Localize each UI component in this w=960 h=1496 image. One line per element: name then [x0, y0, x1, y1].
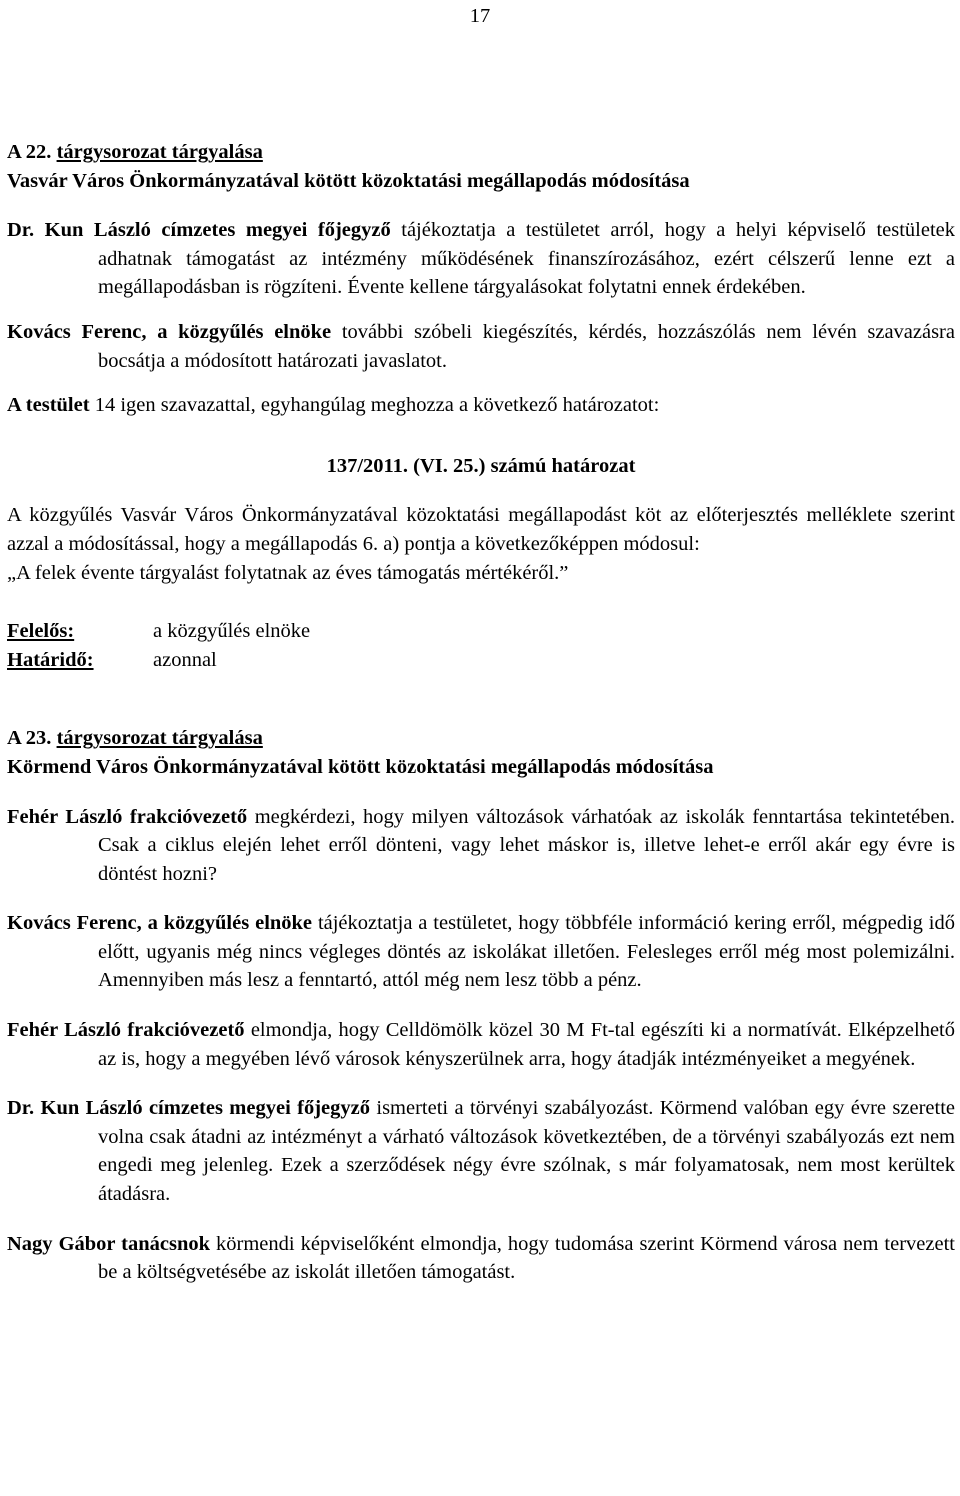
paragraph-text: tájékoztatja a testületet, hogy többféle információ kering erről, mégpedig idő előtt, ugyanis még nincs végleges döntés az iskolákat illetően. Felesleges erről még most polemizálni. Amennyiben más lesz a fenntartó, attól még nem lesz több a pénz. [98, 912, 956, 992]
speaker-name: A testület [7, 394, 90, 417]
section-23-paragraph-3 [7, 1016, 955, 1073]
deadline-row [7, 646, 955, 675]
section-23-paragraph-2 [7, 909, 955, 995]
section-22-heading-label: tárgysorozat tárgyalása [56, 141, 263, 163]
responsible-label: Felelős: [7, 620, 75, 643]
speaker-name: Kovács Ferenc, a közgyűlés elnöke [7, 912, 313, 935]
resolution-quote: „A felek évente tárgyalást folytatnak az éves támogatás mértékéről.” [7, 561, 569, 584]
section-23-paragraph-1 [7, 803, 955, 889]
section-23-heading [7, 724, 955, 753]
document-body [7, 138, 955, 1287]
section-22-heading [7, 138, 955, 167]
section-23-heading-label: tárgysorozat tárgyalása [56, 727, 263, 750]
section-23-paragraph-4 [7, 1094, 955, 1208]
section-22-paragraph-1 [7, 216, 955, 302]
speaker-name: Kovács Ferenc, a közgyűlés elnöke [7, 320, 332, 343]
section-23-heading-number: A 23. [7, 727, 52, 750]
paragraph-text: ismerteti a törvényi szabályozást. Körmend valóban egy évre szerette volna csak átadni az intézményt a várható változások következtében, de a törvényi szabályozás ezt nem engedi meg jelenleg. Ezek a szerződések négy évre szólnak, s már folyamatosak, nem most kerültek átadásra. [98, 1097, 955, 1206]
section-22-subtitle: Vasvár Város Önkormányzatával kötött közoktatási megállapodás módosítása [7, 169, 690, 192]
resolution-body: A közgyűlés Vasvár Város Önkormányzatával közoktatási megállapodást köt az előterjesztés melléklete szerint azzal a módosítással, hogy a megállapodás 6. a) pontja a következőképpen módosul: [7, 504, 955, 555]
paragraph-text: tájékoztatja a testületet arról, hogy a helyi képviselő testületek adhatnak támogatást az intézmény működésének finanszírozásához, ezért célszerű lenne ezt a megállapodásban is rögzíteni. Évente kellene tárgyalásokat folytatni ennek érdekében. [98, 219, 956, 299]
responsible-row [7, 617, 955, 646]
deadline-value: azonnal [153, 648, 217, 671]
section-22-paragraph-3 [7, 391, 955, 420]
paragraph-text: 14 igen szavazattal, egyhangúlag meghozza a következő határozatot: [89, 394, 660, 417]
deadline-label: Határidő: [7, 648, 94, 671]
section-22-paragraph-2 [7, 318, 955, 375]
responsible-value: a közgyűlés elnöke [153, 620, 311, 643]
speaker-name: Dr. Kun László címzetes megyei főjegyző [7, 219, 391, 242]
speaker-name: Fehér László frakcióvezető [7, 1019, 245, 1042]
speaker-name: Nagy Gábor tanácsnok [7, 1232, 211, 1255]
resolution-title: 137/2011. (VI. 25.) számú határozat [326, 454, 636, 477]
section-22-heading-number: A 22. [7, 141, 52, 163]
section-23-subtitle: Körmend Város Önkormányzatával kötött közoktatási megállapodás módosítása [7, 755, 714, 778]
section-23-paragraph-5 [7, 1230, 955, 1287]
speaker-name: Dr. Kun László címzetes megyei főjegyző [7, 1097, 370, 1120]
paragraph-text: körmendi képviselőként elmondja, hogy tudomása szerint Körmend városa nem tervezett be a költségvetésébe az iskolát illetően támogatást. [98, 1232, 955, 1284]
paragraph-text: elmondja, hogy Celldömölk közel 30 M Ft-tal egészíti ki a normatívát. Elképzelhető az is, hogy a megyében lévő városok kényszerülnek arra, hogy átadják intézményeiket a megyének. [98, 1019, 955, 1070]
paragraph-text: megkérdezi, hogy milyen változások várhatóak az iskolák fenntartása tekintetében. Csak a ciklus elején lehet erről dönteni, vagy lehet máskor is, illetve lehet-e erről akár egy évre is döntést hozni? [98, 805, 956, 885]
speaker-name: Fehér László frakcióvezető [7, 805, 248, 828]
paragraph-text: további szóbeli kiegészítés, kérdés, hozzászólás nem lévén szavazásra bocsátja a módosított határozati javaslatot. [98, 320, 955, 372]
page-number: 17 [469, 5, 491, 27]
